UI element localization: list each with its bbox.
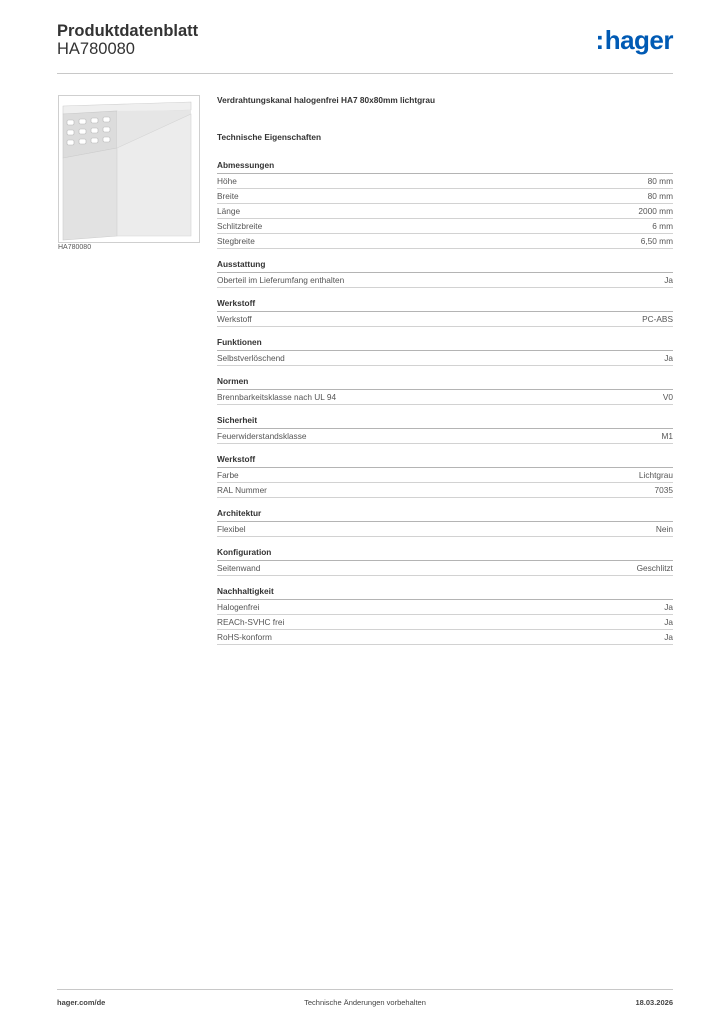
product-code: HA780080 bbox=[57, 40, 135, 58]
spec-group bbox=[217, 454, 673, 498]
spec-row bbox=[217, 483, 673, 498]
spec-group bbox=[217, 415, 673, 444]
spec-value: V0 bbox=[662, 391, 673, 402]
logo-dots-icon: : bbox=[595, 25, 604, 55]
group-title: Architektur bbox=[217, 508, 673, 522]
spec-value: 2000 mm bbox=[638, 205, 673, 216]
spec-value: Ja bbox=[664, 274, 673, 285]
spec-group bbox=[217, 298, 673, 327]
page-header bbox=[57, 20, 673, 66]
spec-row bbox=[217, 234, 673, 249]
header-divider bbox=[57, 73, 673, 74]
group-title: Werkstoff bbox=[217, 454, 673, 468]
footer-disclaimer: Technische Änderungen vorbehalten bbox=[304, 998, 426, 1007]
page-footer bbox=[57, 998, 673, 1010]
spec-label: REACh-SVHC frei bbox=[217, 616, 285, 627]
spec-label: Höhe bbox=[217, 175, 237, 186]
spec-value: Ja bbox=[664, 616, 673, 627]
spec-row bbox=[217, 204, 673, 219]
spec-group bbox=[217, 160, 673, 249]
spec-label: RoHS-konform bbox=[217, 631, 272, 642]
cable-duct-illustration-icon bbox=[59, 96, 199, 242]
spec-groups bbox=[217, 160, 673, 645]
spec-value: M1 bbox=[661, 430, 673, 441]
spec-row bbox=[217, 273, 673, 288]
spec-row bbox=[217, 600, 673, 615]
spec-row bbox=[217, 219, 673, 234]
group-title: Sicherheit bbox=[217, 415, 673, 429]
footer-date: 18.03.2026 bbox=[635, 998, 673, 1007]
image-caption: HA780080 bbox=[58, 244, 92, 251]
spec-label: Stegbreite bbox=[217, 235, 255, 246]
product-image bbox=[58, 95, 200, 243]
spec-row bbox=[217, 312, 673, 327]
spec-value: 80 mm bbox=[647, 190, 673, 201]
spec-value: 6 mm bbox=[652, 220, 673, 231]
spec-row bbox=[217, 174, 673, 189]
footer-website: hager.com/de bbox=[57, 998, 106, 1007]
spec-label: Farbe bbox=[217, 469, 239, 480]
spec-group bbox=[217, 376, 673, 405]
spec-row bbox=[217, 561, 673, 576]
hager-logo bbox=[596, 27, 673, 53]
spec-group bbox=[217, 337, 673, 366]
spec-label: Feuerwiderstandsklasse bbox=[217, 430, 307, 441]
spec-content bbox=[217, 95, 673, 655]
spec-label: Oberteil im Lieferumfang enthalten bbox=[217, 274, 345, 285]
spec-row bbox=[217, 351, 673, 366]
spec-value: Lichtgrau bbox=[638, 469, 673, 480]
group-title: Funktionen bbox=[217, 337, 673, 351]
group-title: Werkstoff bbox=[217, 298, 673, 312]
spec-label: Halogenfrei bbox=[217, 601, 260, 612]
spec-row bbox=[217, 630, 673, 645]
spec-row bbox=[217, 189, 673, 204]
spec-group bbox=[217, 547, 673, 576]
spec-label: Seitenwand bbox=[217, 562, 261, 573]
page-title: Produktdatenblatt bbox=[57, 22, 199, 40]
spec-value: Ja bbox=[664, 631, 673, 642]
spec-label: Brennbarkeitsklasse nach UL 94 bbox=[217, 391, 337, 402]
spec-group bbox=[217, 586, 673, 645]
group-title: Ausstattung bbox=[217, 259, 673, 273]
spec-label: Selbstverlöschend bbox=[217, 352, 285, 363]
spec-group bbox=[217, 508, 673, 537]
spec-value: Nein bbox=[655, 523, 673, 534]
group-title: Abmessungen bbox=[217, 160, 673, 174]
spec-value: PC-ABS bbox=[642, 313, 673, 324]
spec-label: Länge bbox=[217, 205, 241, 216]
group-title: Normen bbox=[217, 376, 673, 390]
spec-label: Werkstoff bbox=[217, 313, 252, 324]
logo-text: hager bbox=[604, 25, 673, 55]
spec-row bbox=[217, 522, 673, 537]
spec-row bbox=[217, 429, 673, 444]
spec-value: Ja bbox=[664, 601, 673, 612]
spec-value: 7035 bbox=[654, 484, 673, 495]
spec-value: Geschlitzt bbox=[636, 562, 673, 573]
spec-value: Ja bbox=[664, 352, 673, 363]
spec-label: Flexibel bbox=[217, 523, 246, 534]
spec-group bbox=[217, 259, 673, 288]
spec-row bbox=[217, 615, 673, 630]
spec-row bbox=[217, 468, 673, 483]
group-title: Konfiguration bbox=[217, 547, 673, 561]
spec-label: Breite bbox=[217, 190, 239, 201]
group-title: Nachhaltigkeit bbox=[217, 586, 673, 600]
product-name: Verdrahtungskanal halogenfrei HA7 80x80mm lichtgrau bbox=[217, 95, 436, 105]
spec-value: 80 mm bbox=[647, 175, 673, 186]
spec-value: 6,50 mm bbox=[640, 235, 673, 246]
footer-divider bbox=[57, 989, 673, 990]
spec-label: RAL Nummer bbox=[217, 484, 267, 495]
section-title: Technische Eigenschaften bbox=[217, 132, 322, 142]
spec-row bbox=[217, 390, 673, 405]
spec-label: Schlitzbreite bbox=[217, 220, 263, 231]
